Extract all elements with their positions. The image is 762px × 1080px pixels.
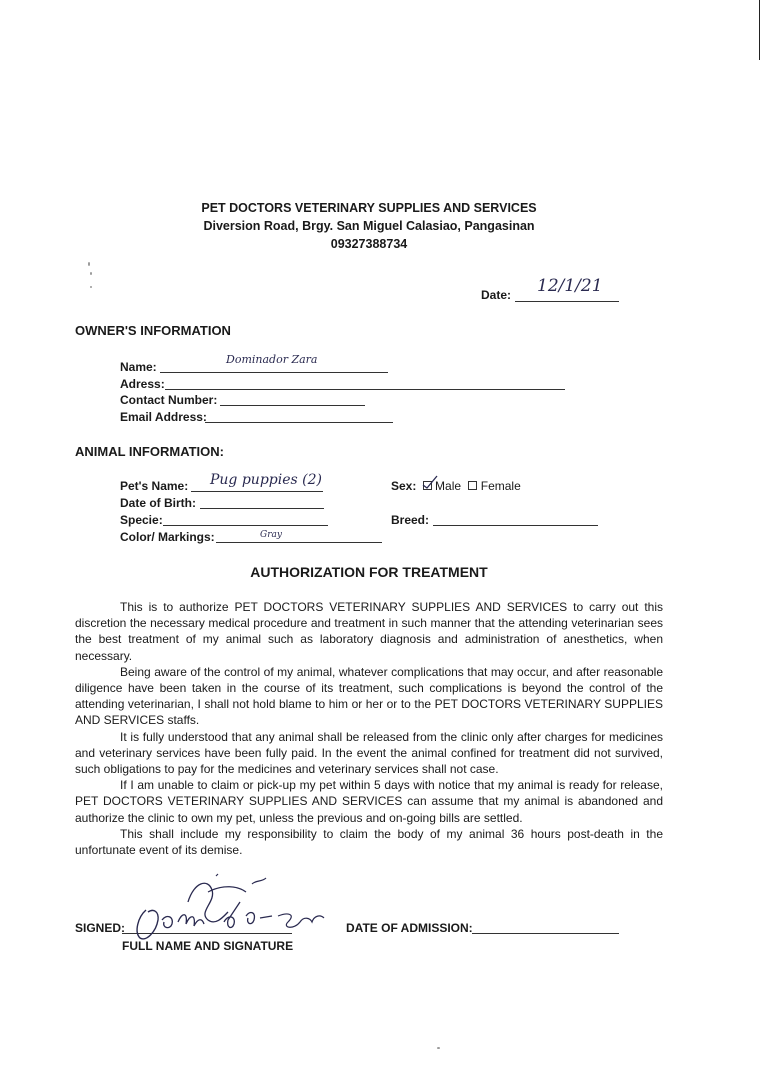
owner-address-line xyxy=(165,389,565,390)
authorization-paragraph: This shall include my responsibility to claim the body of my animal 36 hours post-death in the unfortunate event of its demise. xyxy=(75,826,663,858)
signature-caption: FULL NAME AND SIGNATURE xyxy=(122,939,294,953)
date-value: 12/1/21 xyxy=(537,276,603,296)
authorization-body xyxy=(75,599,663,858)
color-label: Color/ Markings: xyxy=(120,530,215,544)
color-value: Gray xyxy=(260,530,282,540)
breed-line xyxy=(433,525,598,526)
scan-speck xyxy=(90,286,92,288)
authorization-paragraph: This is to authorize PET DOCTORS VETERINARY SUPPLIES AND SERVICES to carry out this discretion the necessary medical procedure and treatment in such manner that the attending veterinarian sees the best treatment of my animal such as laboratory diagnosis and administration of anesthetics, when necessary. xyxy=(75,600,663,663)
authorization-title: AUTHORIZATION FOR TREATMENT xyxy=(250,564,488,580)
authorization-paragraph: Being aware of the control of my animal, whatever complications that may occur, and after reasonable diligence have been taken in the course of its treatment, such complications is beyond the control of the attending veterinarian, I shall not hold blame to him or her or to the PET DOCTORS VETERINARY SUPPLIES AND SERVICES staffs. xyxy=(75,664,663,728)
admission-line xyxy=(472,933,619,934)
clinic-header xyxy=(0,199,738,253)
authorization-paragraph: If I am unable to claim or pick-up my pet within 5 days with notice that my animal is ready for release, PET DOCTORS VETERINARY SUPPLIES AND SERVICES can assume that my animal is abandoned and authorize the clinic to own my pet, unless the previous and on-going bills are settled. xyxy=(75,778,663,825)
admission-label: DATE OF ADMISSION: xyxy=(346,921,473,935)
owner-contact-line xyxy=(220,405,365,406)
scan-speck xyxy=(88,262,90,266)
pet-name-line xyxy=(191,491,323,492)
scan-speck xyxy=(90,272,92,275)
check-mark-icon xyxy=(422,474,438,490)
female-checkbox[interactable] xyxy=(468,481,477,490)
dob-line xyxy=(200,508,324,509)
animal-section-title: ANIMAL INFORMATION: xyxy=(75,444,224,459)
male-label: Male xyxy=(435,479,462,493)
clinic-name: PET DOCTORS VETERINARY SUPPLIES AND SERVICES xyxy=(201,201,537,215)
authorization-paragraph: It is fully understood that any animal shall be released from the clinic only after charges for medicines and veterinary services have been fully paid. In the event the animal confined for treatment did not survived, such obligations to pay for the medicines and veterinary services shall not case. xyxy=(75,729,663,777)
owner-email-line xyxy=(205,422,393,423)
owner-contact-label: Contact Number: xyxy=(120,393,218,407)
clinic-address: Diversion Road, Brgy. San Miguel Calasiao, Pangasinan xyxy=(203,219,535,233)
date-label: Date: xyxy=(481,288,512,302)
female-label: Female xyxy=(480,479,521,493)
owner-name-label: Name: xyxy=(120,360,157,374)
specie-line xyxy=(163,525,328,526)
owner-address-label: Adress: xyxy=(120,377,165,391)
specie-label: Specie: xyxy=(120,513,163,527)
owner-name-value: Dominador Zara xyxy=(226,353,318,366)
signed-label: SIGNED: xyxy=(75,921,126,935)
sex-field xyxy=(391,479,521,493)
breed-label: Breed: xyxy=(391,513,430,527)
owner-email-label: Email Address: xyxy=(120,410,207,424)
clinic-phone: 09327388734 xyxy=(330,237,408,251)
scan-speck xyxy=(437,1047,440,1049)
color-line xyxy=(216,542,382,543)
pet-name-value: Pug puppies (2) xyxy=(210,472,322,488)
male-checkbox[interactable] xyxy=(423,481,432,490)
pet-name-label: Pet's Name: xyxy=(120,479,189,493)
dob-label: Date of Birth: xyxy=(120,496,196,510)
page-edge-mark xyxy=(759,0,760,60)
owner-section-title: OWNER'S INFORMATION xyxy=(75,323,231,338)
sex-label: Sex: xyxy=(391,479,417,493)
date-line xyxy=(515,301,619,302)
owner-name-line xyxy=(160,372,388,373)
